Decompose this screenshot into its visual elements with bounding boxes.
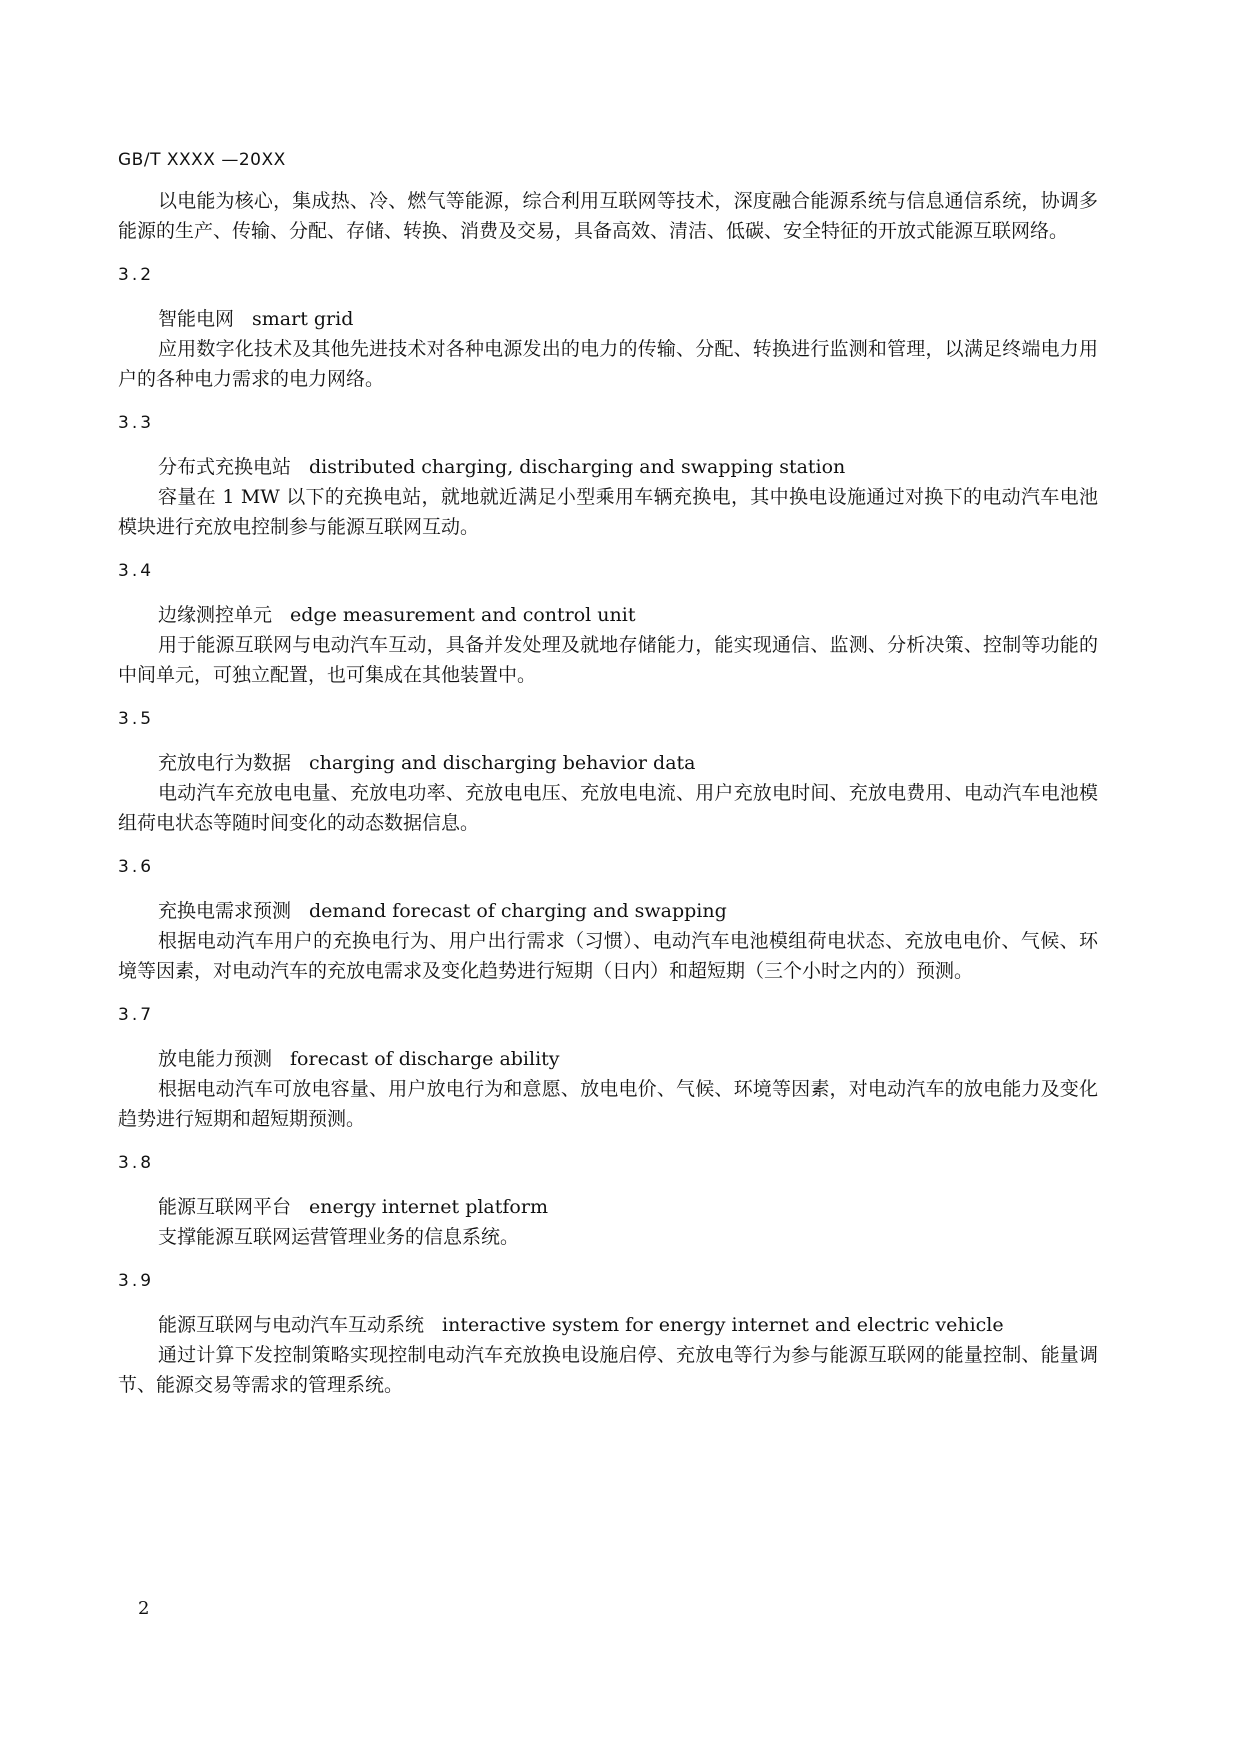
term-english: smart grid: [252, 308, 354, 330]
standard-code-header: GB/T XXXX —20XX: [118, 150, 286, 170]
term-definition: 支撑能源互联网运营管理业务的信息系统。: [158, 1226, 520, 1248]
term-entry: [118, 704, 1098, 838]
term-title: [118, 748, 1098, 778]
term-chinese: 能源互联网平台: [158, 1196, 292, 1218]
term-definition: 容量在 1 MW 以下的充换电站，就地就近满足小型乘用车辆充换电，其中换电设施通过对换下的电动汽车电池模块进行充放电控制参与能源互联网互动。: [118, 486, 1098, 538]
term-entry: [118, 408, 1098, 542]
term-number: 3.3: [118, 413, 155, 433]
term-chinese: 充换电需求预测: [158, 900, 292, 922]
term-entry: [118, 1148, 1098, 1252]
term-english: forecast of discharge ability: [290, 1048, 560, 1070]
term-chinese: 分布式充换电站: [158, 456, 292, 478]
term-title: [118, 896, 1098, 926]
term-entry: [118, 1266, 1098, 1400]
term-english: interactive system for energy internet and electric vehicle: [442, 1314, 1004, 1336]
term-entry: [118, 260, 1098, 394]
term-english: energy internet platform: [309, 1196, 548, 1218]
term-entry: [118, 556, 1098, 690]
term-entry: [118, 1000, 1098, 1134]
term-definition: 电动汽车充放电电量、充放电功率、充放电电压、充放电电流、用户充放电时间、充放电费用、电动汽车电池模组荷电状态等随时间变化的动态数据信息。: [118, 782, 1098, 834]
term-title: [118, 1044, 1098, 1074]
term-chinese: 放电能力预测: [158, 1048, 273, 1070]
term-english: distributed charging, discharging and swapping station: [309, 456, 846, 478]
term-chinese: 边缘测控单元: [158, 604, 273, 626]
term-title: [118, 304, 1098, 334]
term-number: 3.4: [118, 561, 155, 581]
term-title: [118, 1192, 1098, 1222]
term-english: edge measurement and control unit: [290, 604, 636, 626]
term-number: 3.8: [118, 1153, 155, 1173]
page-number: 2: [138, 1598, 150, 1619]
term-definition: 通过计算下发控制策略实现控制电动汽车充放换电设施启停、充放电等行为参与能源互联网的能量控制、能量调节、能源交易等需求的管理系统。: [118, 1344, 1098, 1396]
term-number: 3.7: [118, 1005, 155, 1025]
term-definition: 根据电动汽车用户的充换电行为、用户出行需求（习惯）、电动汽车电池模组荷电状态、充放电电价、气候、环境等因素，对电动汽车的充放电需求及变化趋势进行短期（日内）和超短期（三个小时之内的）预测。: [118, 930, 1098, 982]
term-title: [118, 600, 1098, 630]
term-english: demand forecast of charging and swapping: [309, 900, 727, 922]
term-definition: 用于能源互联网与电动汽车互动，具备并发处理及就地存储能力，能实现通信、监测、分析决策、控制等功能的中间单元，可独立配置，也可集成在其他装置中。: [118, 634, 1098, 686]
term-number: 3.2: [118, 265, 155, 285]
term-number: 3.9: [118, 1271, 155, 1291]
term-definition: 根据电动汽车可放电容量、用户放电行为和意愿、放电电价、气候、环境等因素，对电动汽车的放电能力及变化趋势进行短期和超短期预测。: [118, 1078, 1098, 1130]
term-title: [118, 1310, 1098, 1340]
intro-paragraph: 以电能为核心，集成热、冷、燃气等能源，综合利用互联网等技术，深度融合能源系统与信息通信系统，协调多能源的生产、传输、分配、存储、转换、消费及交易，具备高效、清洁、低碳、安全特征的开放式能源互联网络。: [118, 190, 1098, 242]
term-chinese: 智能电网: [158, 308, 235, 330]
term-entry: [118, 852, 1098, 986]
term-chinese: 充放电行为数据: [158, 752, 292, 774]
term-title: [118, 452, 1098, 482]
term-definition: 应用数字化技术及其他先进技术对各种电源发出的电力的传输、分配、转换进行监测和管理，以满足终端电力用户的各种电力需求的电力网络。: [118, 338, 1098, 390]
term-number: 3.6: [118, 857, 155, 877]
term-english: charging and discharging behavior data: [309, 752, 696, 774]
term-number: 3.5: [118, 709, 155, 729]
document-body: [118, 186, 1098, 1400]
term-chinese: 能源互联网与电动汽车互动系统: [158, 1314, 425, 1336]
